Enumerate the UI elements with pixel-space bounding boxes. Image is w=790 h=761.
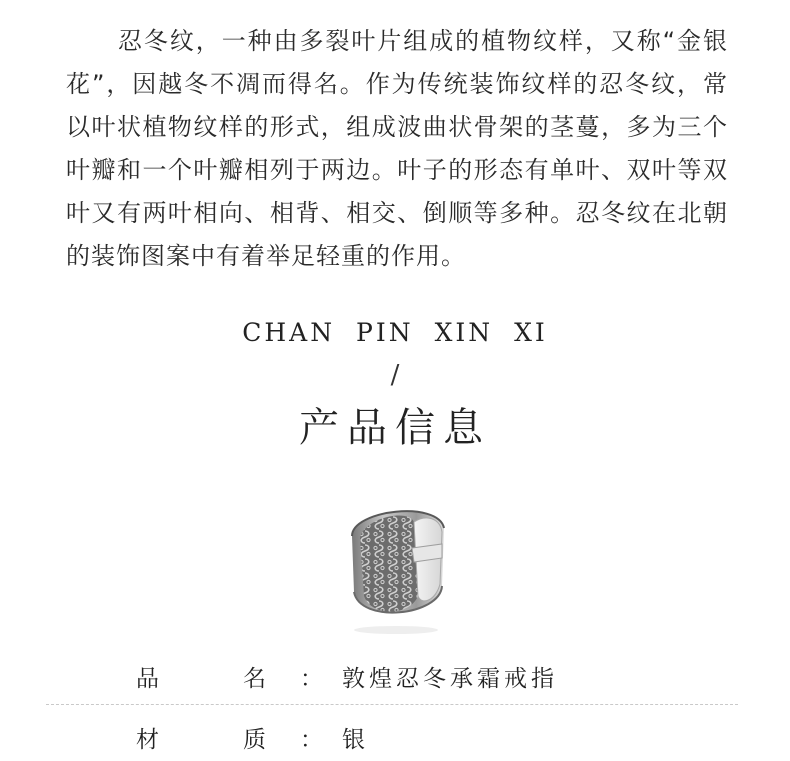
intro-paragraph: 忍冬纹，一种由多裂叶片组成的植物纹样，又称“金银花”，因越冬不凋而得名。作为传统装饰纹样的忍冬纹，常以叶状植物纹样的形式，组成波曲状骨架的茎蔓，多为三个叶瓣和一个叶瓣相列于两边。叶子的形态有单叶、双叶等双叶又有两叶相向、相背、相交、倒顺等多种。忍冬纹在北朝的装饰图案中有着举足轻重的作用。	[66, 27, 728, 270]
spec-value: 银	[342, 727, 369, 753]
filigree-ring-image	[330, 488, 460, 638]
spec-row-name	[0, 660, 790, 700]
spec-colon: ：	[300, 727, 323, 753]
section-title: 产品信息	[299, 405, 491, 451]
spec-label: 材 质	[136, 727, 266, 753]
spec-row-material	[0, 721, 790, 761]
spec-colon: ：	[300, 666, 323, 692]
spec-value: 敦煌忍冬承霜戒指	[342, 666, 558, 692]
section-title-pinyin: CHAN PIN XIN XI	[242, 318, 548, 347]
section-separator: /	[390, 360, 400, 390]
spec-label: 品 名	[136, 666, 266, 692]
divider	[46, 704, 738, 705]
